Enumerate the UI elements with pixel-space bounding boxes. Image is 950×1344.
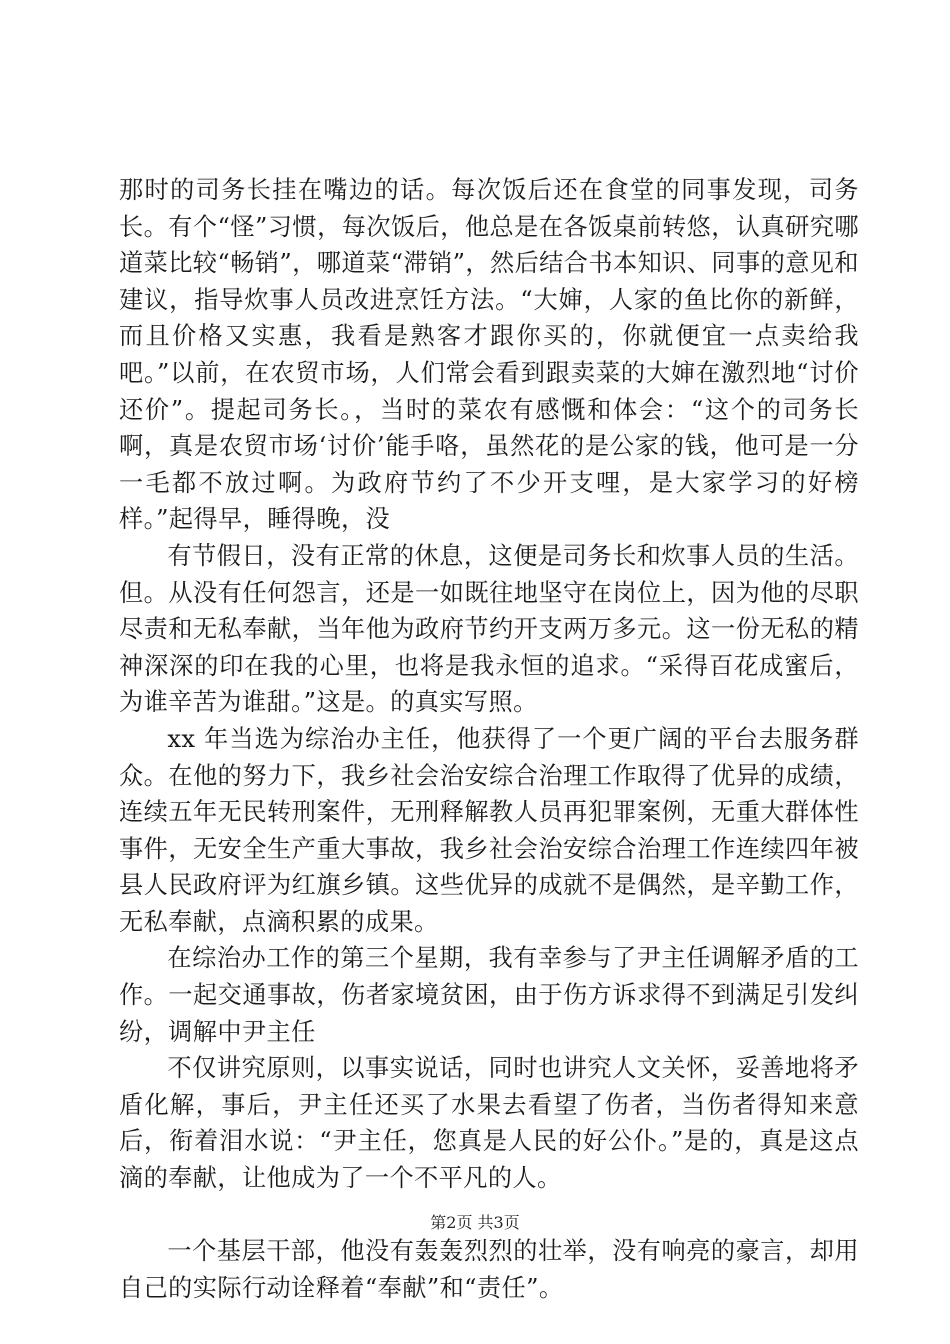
paragraph-1: 那时的司务长挂在嘴边的话。每次饭后还在食堂的同事发现，司务长。有个“怪”习惯，每次饭后，他总是在各饭桌前转悠，认真研究哪道菜比较“畅销”，哪道菜“滞销”，然后结合书本知识、同事的意见和建议，指导炊事人员改进烹饪方法。“大婶，人家的鱼比你的新鲜，而且价格又实惠，我看是熟客才跟你买的，你就便宜一点卖给我吧。”以前，在农贸市场，人们常会看到跟卖菜的大婶在激烈地“讨价还价”。提起司务长。，当时的菜农有感慨和体会：“这个的司务长啊，真是农贸市场‘讨价’能手咯，虽然花的是公家的钱，他可是一分一毛都不放过啊。为政府节约了不少开支哩，是大家学习的好榜样。”起得早，睡得晚，没 — [119, 176, 859, 534]
paragraph-5: 不仅讲究原则，以事实说话，同时也讲究人文关怀，妥善地将矛盾化解，事后，尹主任还买了水果去看望了伤者，当伤者得知来意后，衔着泪水说：“尹主任，您真是人民的好公仆。”是的，真是这点滴的奉献，让他成为了一个不平凡的人。 — [119, 1054, 859, 1193]
paragraph-2: 有节假日，没有正常的休息，这便是司务长和炊事人员的生活。但。从没有任何怨言，还是一如既往地坚守在岗位上，因为他的尽职尽责和无私奉献，当年他为政府节约开支两万多元。这一份无私的精神深深的印在我的心里，也将是我永恒的追求。“采得百花成蜜后，为谁辛苦为谁甜。”这是。的真实写照。 — [119, 541, 859, 717]
page-number-footer: 第2页 共3页 — [430, 1213, 520, 1232]
paragraph-6: 一个基层干部，他没有轰轰烈烈的壮举，没有响亮的豪言，却用自己的实际行动诠释着“奉献”和“责任”。 — [119, 1237, 859, 1302]
paragraph-3: xx 年当选为综治办主任，他获得了一个更广阔的平台去服务群众。在他的努力下，我乡社会治安综合治理工作取得了优异的成绩，连续五年无民转刑案件，无刑释解教人员再犯罪案例，无重大群体性事件，无安全生产重大事故，我乡社会治安综合治理工作连续四年被县人民政府评为红旗乡镇。这些优异的成就不是偶然，是辛勤工作，无私奉献，点滴积累的成果。 — [119, 724, 859, 936]
document-body — [119, 172, 859, 1306]
paragraph-4: 在综治办工作的第三个星期，我有幸参与了尹主任调解矛盾的工作。一起交通事故，伤者家境贫困，由于伤方诉求得不到满足引发纠纷，调解中尹主任 — [119, 944, 859, 1046]
